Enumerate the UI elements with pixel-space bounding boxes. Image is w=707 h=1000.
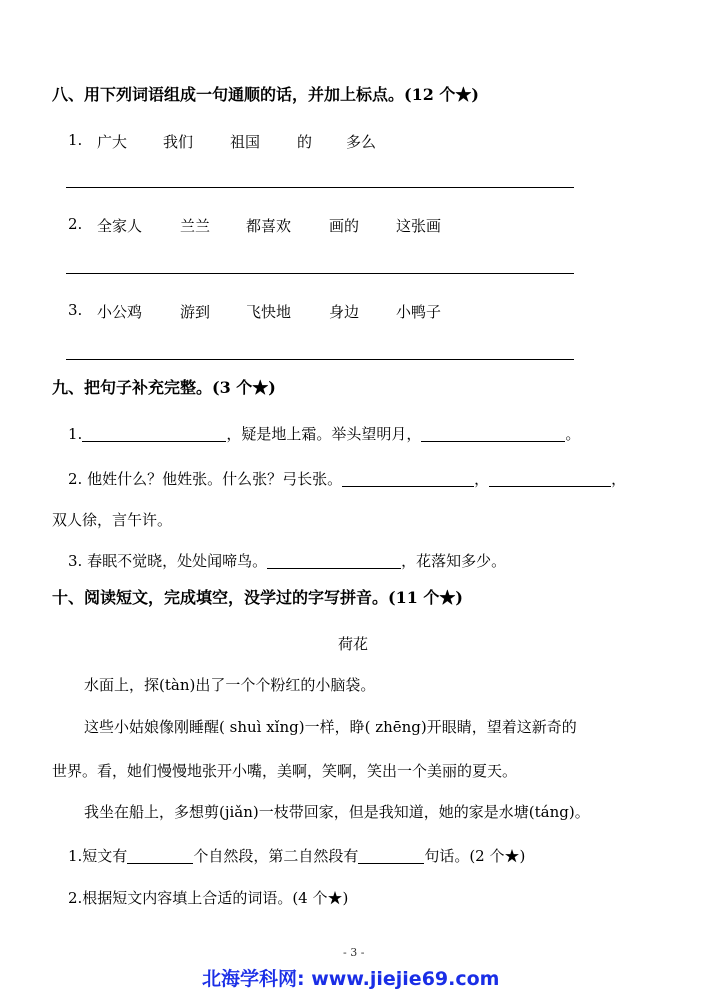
blank-field[interactable]: [489, 469, 611, 487]
passage-title: 荷花: [338, 635, 369, 653]
footer-website[interactable]: 北海学科网: www.jiejie69.com: [202, 968, 500, 990]
q1-text: 句话。(2 个★): [424, 847, 526, 865]
passage-paragraph-3: 我坐在船上，多想剪(jiǎn)一枝带回家，但是我知道，她的家是水塘(táng)。: [84, 803, 590, 821]
item-3-word: 小鸭子: [396, 303, 442, 321]
item-1-word: 广大: [97, 133, 128, 151]
q1-text: ，疑是地上霜。举头望明月，: [226, 425, 422, 443]
item-2-number: 2.: [68, 215, 83, 233]
answer-line[interactable]: [66, 273, 574, 274]
q2-comma: ，: [474, 470, 490, 488]
section-9-q2-continuation: 双人徐，言午许。: [52, 511, 173, 529]
q2-end: ，: [611, 470, 627, 488]
section-8-heading: 八、用下列词语组成一句通顺的话，并加上标点。(12 个★): [52, 85, 479, 104]
blank-field[interactable]: [358, 846, 424, 864]
section-9-q3: [68, 550, 506, 571]
answer-line[interactable]: [66, 187, 574, 188]
item-1-word: 我们: [163, 133, 194, 151]
item-3-word: 小公鸡: [97, 303, 143, 321]
item-3-word: 游到: [180, 303, 211, 321]
section-10-q1: [68, 845, 525, 866]
answer-line[interactable]: [66, 359, 574, 360]
item-1-word: 祖国: [230, 133, 261, 151]
item-3-number: 3.: [68, 301, 83, 319]
item-2-word: 都喜欢: [246, 217, 292, 235]
q1-text: 1.短文有: [68, 847, 128, 865]
section-10-q2: 2.根据短文内容填上合适的词语。(4 个★): [68, 889, 349, 907]
passage-paragraph-2: 这些小姑娘像刚睡醒( shuì xǐng)一样，睁( zhēng)开眼睛，望着这新奇的: [84, 718, 577, 736]
item-1-number: 1.: [68, 131, 83, 149]
item-2-word: 这张画: [396, 217, 442, 235]
q3-text: 3. 春眠不觉晓，处处闻啼鸟。: [68, 552, 268, 570]
q2-text: 2. 他姓什么？他姓张。什么张？弓长张。: [68, 470, 343, 488]
section-10-heading: 十、阅读短文，完成填空，没学过的字写拼音。(11 个★): [52, 588, 463, 607]
blank-field[interactable]: [421, 424, 565, 442]
section-9-q2: [68, 468, 626, 489]
blank-field[interactable]: [267, 551, 401, 569]
page-number: - 3 -: [343, 946, 365, 959]
passage-paragraph-2-cont: 世界。看，她们慢慢地张开小嘴，美啊，笑啊，笑出一个美丽的夏天。: [52, 762, 518, 780]
item-1-word: 多么: [346, 133, 377, 151]
blank-field[interactable]: [127, 846, 193, 864]
item-2-word: 全家人: [97, 217, 143, 235]
item-3-word: 飞快地: [246, 303, 292, 321]
passage-paragraph-1: 水面上，探(tàn)出了一个个粉红的小脑袋。: [84, 676, 376, 694]
q3-end: ，花落知多少。: [401, 552, 507, 570]
section-9-heading: 九、把句子补充完整。(3 个★): [52, 378, 276, 397]
section-9-q1: [68, 423, 580, 444]
q1-end: 。: [565, 425, 581, 443]
blank-field[interactable]: [82, 424, 226, 442]
item-1-word: 的: [297, 133, 313, 151]
item-3-word: 身边: [329, 303, 360, 321]
blank-field[interactable]: [342, 469, 474, 487]
item-2-word: 兰兰: [180, 217, 211, 235]
q1-number: 1.: [68, 425, 83, 443]
q1-text: 个自然段，第二自然段有: [193, 847, 359, 865]
item-2-word: 画的: [329, 217, 360, 235]
